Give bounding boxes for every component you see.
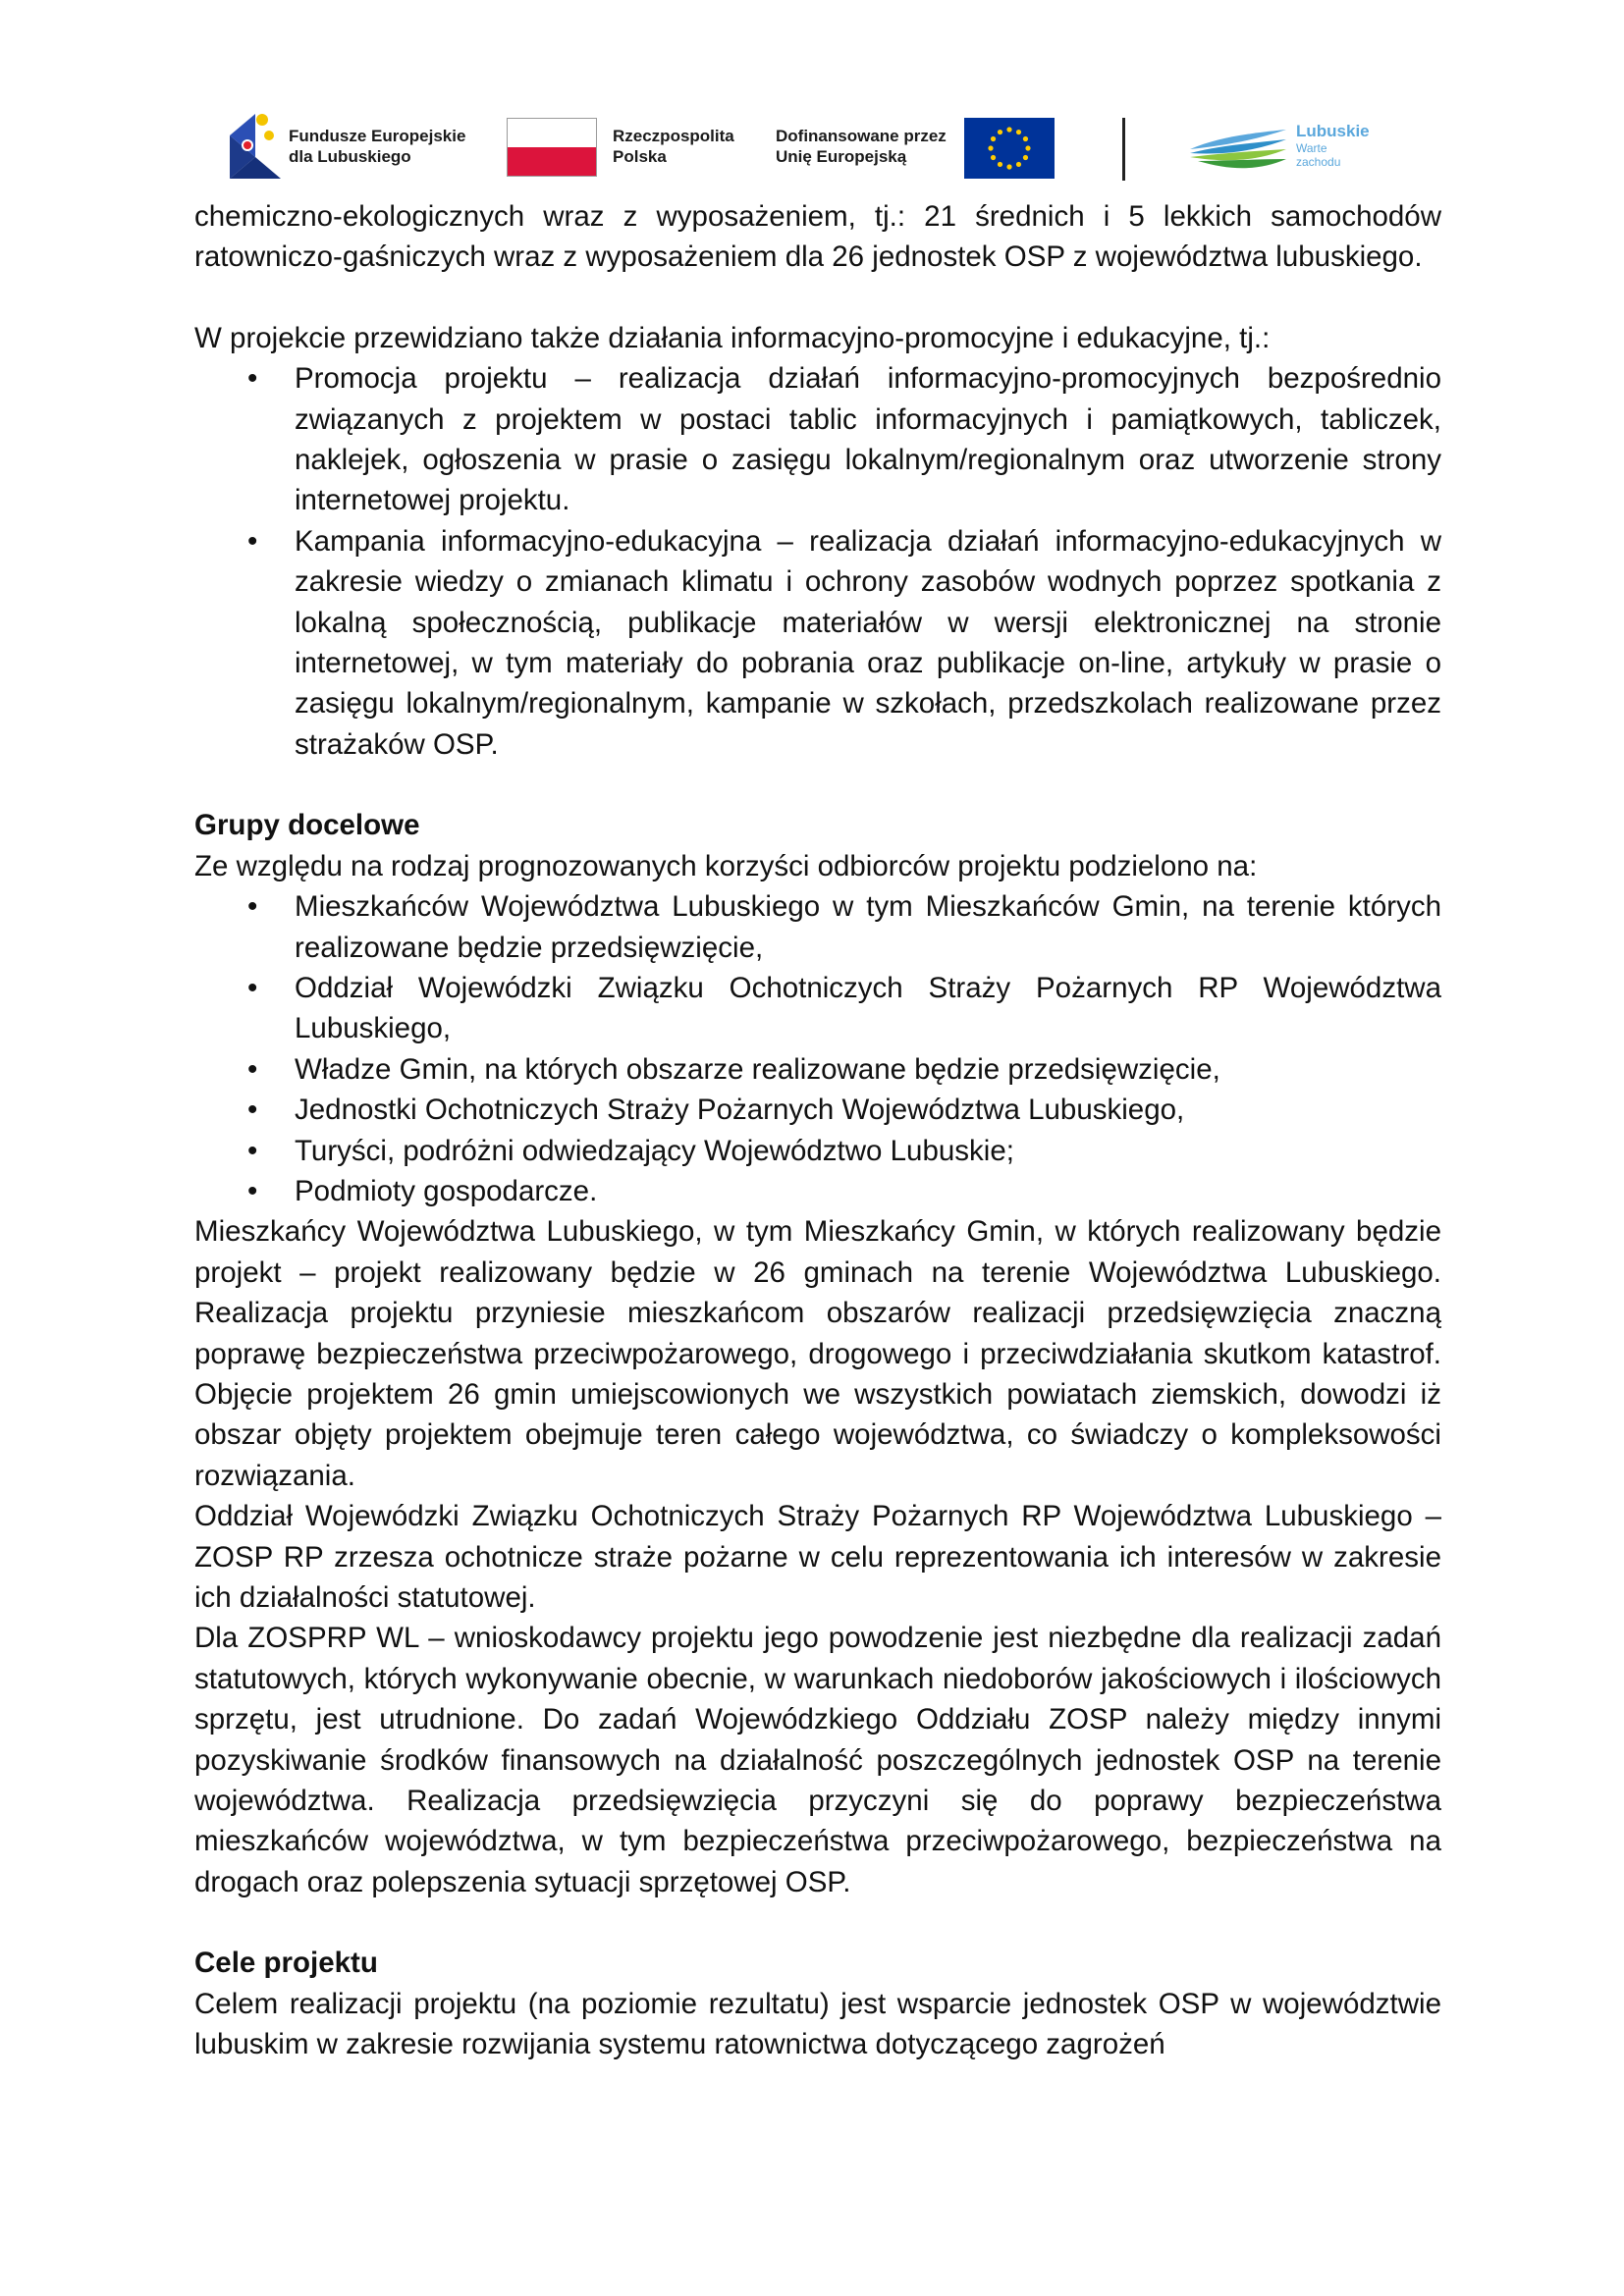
eu-star-icon <box>1006 127 1011 132</box>
paragraph-zosp: Oddział Wojewódzki Związku Ochotniczych Straży Pożarnych RP Województwa Lubuskiego – ZOSP RP zrzesza ochotnicze straże pożarne w celu reprezentowania ich interesów w zakresie ich działalności statutowej. <box>194 1500 1441 1614</box>
logo-unia-europejska <box>776 118 1090 181</box>
list-item <box>194 1171 1441 1211</box>
eu-star-icon <box>1023 136 1028 141</box>
list-item-text: Oddział Wojewódzki Związku Ochotniczych Straży Pożarnych RP Województwa Lubuskiego, <box>295 971 1441 1045</box>
logo-fe-line-2: dla Lubuskiego <box>289 147 411 166</box>
fundusze-europejskie-icon <box>226 106 283 181</box>
logo-lubuskie <box>1188 120 1370 183</box>
header-logos <box>226 106 1370 185</box>
paragraph-groups-intro: Ze względu na rodzaj prognozowanych korzyści odbiorców projektu podzielono na: <box>194 849 1258 882</box>
eu-star-icon <box>988 145 993 150</box>
logo-fe-line-1: Fundusze Europejskie <box>289 127 466 145</box>
list-item-text: Jednostki Ochotniczych Straży Pożarnych Województwa Lubuskiego, <box>295 1094 1185 1127</box>
bullet-icon: • <box>247 362 258 396</box>
bullet-icon: • <box>247 971 258 1004</box>
eu-star-icon <box>1023 155 1028 160</box>
eu-star-icon <box>991 155 996 160</box>
list-item-text: Turyści, podróżni odwiedzający Województwo Lubuskie; <box>295 1134 1014 1167</box>
flag-red-stripe <box>508 147 596 176</box>
logo-pl-line-1: Rzeczpospolita <box>613 127 734 145</box>
document-body <box>194 196 1441 2064</box>
list-item-text: Podmioty gospodarcze. <box>295 1174 598 1207</box>
polish-flag-icon <box>507 118 597 177</box>
logo-eu-line-2: Unię Europejską <box>776 147 907 166</box>
bullet-icon: • <box>247 1134 258 1167</box>
eu-star-icon <box>991 136 996 141</box>
paragraph-goals: Celem realizacji projektu (na poziomie rezultatu) jest wsparcie jednostek OSP w województwie lubuskim w zakresie rozwijania systemu ratownictwa dotyczącego zagrożeń <box>194 1987 1441 2061</box>
logo-pl-caption <box>613 126 734 167</box>
eu-star-icon <box>998 162 1002 167</box>
list-item <box>194 968 1441 1049</box>
logo-fundusze-europejskie <box>226 106 481 181</box>
bullet-icon: • <box>247 1094 258 1127</box>
logo-lubuskie-tagline: Warte zachodu <box>1296 141 1341 169</box>
heading-target-groups: Grupy docelowe <box>194 809 420 842</box>
eu-flag-icon <box>964 118 1055 179</box>
list-item <box>194 1090 1441 1130</box>
lubuskie-wave-icon <box>1188 120 1290 179</box>
paragraph-promo-intro: W projekcie przewidziano także działania informacyjno-promocyjne i edukacyjne, tj.: <box>194 321 1271 354</box>
list-item <box>194 1049 1441 1090</box>
list-item-text: Kampania informacyjno-edukacyjna – realizacja działań informacyjno-edukacyjnych w zakresie wiedzy o zmianach klimatu i ochrony zasobów wodnych poprzez spotkania z lokalną społecznością, publikacje materiałów w wersji elektronicznej na stronie internetowej, w tym materiały do pobrania oraz publikacje on-line, artykuły w prasie o zasięgu lokalnym/regionalnym, kampanie w szkołach, przedszkolach realizowane przez strażaków OSP. <box>295 524 1441 761</box>
bullet-icon: • <box>247 890 258 924</box>
list-item-text: Promocja projektu – realizacja działań informacyjno-promocyjnych bezpośrednio związanych z projektem w postaci tablic informacyjnych i pamiątkowych, tabliczek, naklejek, ogłoszenia w prasie o zasięgu lokalnym/regionalnym oraz utworzenie strony internetowej projektu. <box>295 362 1441 517</box>
logo-eu-line-1: Dofinansowane przez <box>776 127 947 145</box>
logo-eu-caption <box>776 126 947 167</box>
header-separator <box>1122 118 1125 181</box>
bullet-icon: • <box>247 524 258 558</box>
logo-lubuskie-name: Lubuskie <box>1296 122 1370 140</box>
eu-star-icon <box>1006 164 1011 169</box>
list-item-text: Mieszkańców Województwa Lubuskiego w tym Mieszkańców Gmin, na terenie których realizowane będzie przedsięwzięcie, <box>295 890 1441 964</box>
promo-list <box>194 358 1441 765</box>
list-item <box>194 521 1441 765</box>
paragraph-intro: chemiczno-ekologicznych wraz z wyposażeniem, tj.: 21 średnich i 5 lekkich samochodów ratowniczo-gaśniczych wraz z wyposażeniem dla 26 jednostek OSP z województwa lubuskiego. <box>194 200 1441 274</box>
logo-fe-caption <box>289 126 465 167</box>
list-item <box>194 358 1441 521</box>
eu-star-icon <box>998 130 1002 134</box>
logo-rzeczpospolita-polska <box>507 118 742 181</box>
eu-star-icon <box>1016 162 1021 167</box>
bullet-icon: • <box>247 1052 258 1086</box>
list-item-text: Władze Gmin, na których obszarze realizowane będzie przedsięwzięcie, <box>295 1052 1220 1086</box>
logo-pl-line-2: Polska <box>613 147 667 166</box>
paragraph-zosprp: Dla ZOSPRP WL – wnioskodawcy projektu jego powodzenie jest niezbędne dla realizacji zadań statutowych, których wykonywanie obecnie, w warunkach niedoborów jakościowych i ilościowych sprzętu, jest utrudnione. Do zadań Wojewódzkiego Oddziału ZOSP należy między innymi pozyskiwanie środków finansowych na działalność poszczególnych jednostek OSP na terenie województwa. Realizacja przedsięwzięcia przyczyni się do poprawy bezpieczeństwa mieszkańców województwa, w tym bezpieczeństwa przeciwpożarowego, bezpieczeństwa na drogach oraz polepszenia sytuacji sprzętowej OSP. <box>194 1622 1441 1898</box>
paragraph-residents: Mieszkańcy Województwa Lubuskiego, w tym Mieszkańcy Gmin, w których realizowany będzie projekt – projekt realizowany będzie w 26 gminach na terenie Województwa Lubuskiego. Realizacja projektu przyniesie mieszkańcom obszarów realizacji przedsięwzięcia znaczną poprawę bezpieczeństwa przeciwpożarowego, drogowego i przeciwdziałania skutkom katastrof. Objęcie projektem 26 gmin umiejscowionych we wszystkich powiatach ziemskich, dowodzi iż obszar objęty projektem obejmuje teren całego województwa, co świadczy o kompleksowości rozwiązania. <box>194 1215 1441 1492</box>
eu-star-icon <box>1016 130 1021 134</box>
heading-project-goals: Cele projektu <box>194 1947 378 1980</box>
list-item <box>194 1131 1441 1171</box>
list-item <box>194 886 1441 968</box>
bullet-icon: • <box>247 1174 258 1207</box>
groups-list <box>194 886 1441 1211</box>
eu-star-icon <box>1025 145 1030 150</box>
